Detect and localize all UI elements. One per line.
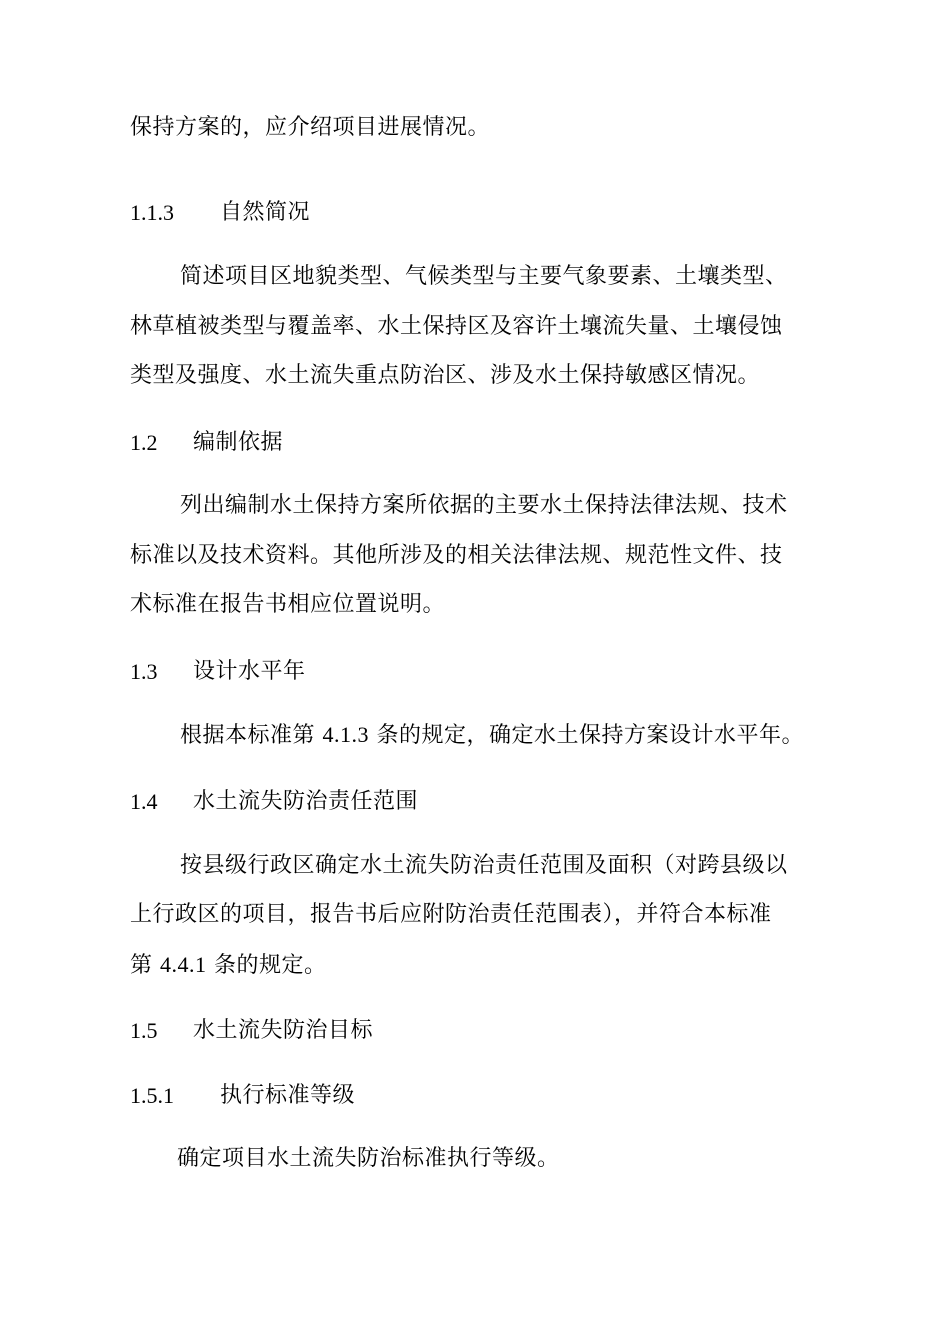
heading-title: 自然简况: [220, 200, 311, 225]
heading-title: 水土流失防治责任范围: [193, 789, 419, 814]
paragraph-line: 确定项目水土流失防治标准执行等级。: [177, 1146, 560, 1171]
heading-title: 编制依据: [193, 430, 284, 455]
heading-number: 1.2: [130, 430, 158, 455]
heading-number: 1.5: [130, 1018, 158, 1043]
heading-number: 1.5.1: [130, 1083, 174, 1108]
paragraph-line: [130, 950, 327, 981]
heading-title: 水土流失防治目标: [193, 1018, 374, 1043]
text-segment: 条的规定。: [206, 953, 327, 978]
clause-number: 4.1.3: [322, 722, 369, 747]
paragraph-line: 林草植被类型与覆盖率、水土保持区及容许土壤流失量、土壤侵蚀: [130, 314, 783, 339]
paragraph-line: [180, 720, 804, 751]
heading-number: 1.4: [130, 789, 158, 814]
paragraph-line: 类型及强度、水土流失重点防治区、涉及水土保持敏感区情况。: [130, 363, 761, 388]
text-segment: 条的规定，确定水土保持方案设计水平年。: [369, 723, 804, 748]
clause-number: 4.4.1: [160, 952, 207, 977]
paragraph-line: 上行政区的项目，报告书后应附防治责任范围表），并符合本标准: [130, 902, 772, 927]
heading-title: 执行标准等级: [220, 1083, 356, 1108]
paragraph-line: 术标准在报告书相应位置说明。: [130, 592, 446, 617]
heading-number: 1.3: [130, 659, 158, 684]
paragraph-line: 标准以及技术资料。其他所涉及的相关法律法规、规范性文件、技: [130, 543, 783, 568]
heading-title: 设计水平年: [193, 659, 306, 684]
paragraph-line: 简述项目区地貌类型、气候类型与主要气象要素、土壤类型、: [180, 264, 788, 289]
paragraph-line: 列出编制水土保持方案所依据的主要水土保持法律法规、技术: [180, 493, 788, 518]
paragraph-line: 按县级行政区确定水土流失防治责任范围及面积（对跨县级以: [180, 853, 788, 878]
text-segment: 第: [130, 953, 160, 978]
text-segment: 根据本标准第: [180, 723, 323, 748]
paragraph-line: 保持方案的，应介绍项目进展情况。: [130, 115, 491, 140]
heading-number: 1.1.3: [130, 200, 174, 225]
